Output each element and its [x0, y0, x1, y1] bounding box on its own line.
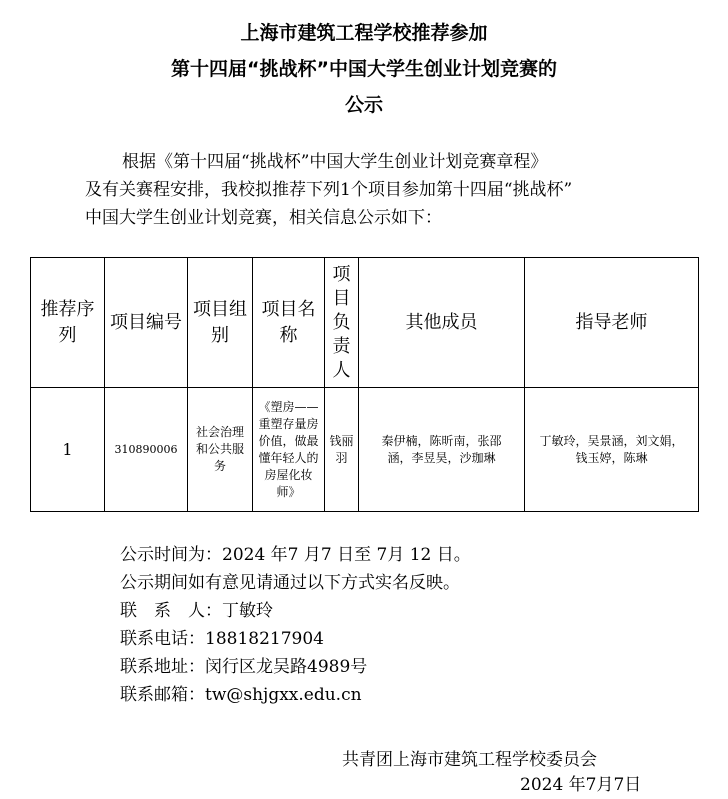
cell-seq: 1	[31, 388, 105, 512]
contact-address: 联系地址：闵行区龙吴路4989号	[120, 657, 368, 677]
signature-date: 2024 年7月7日	[520, 775, 642, 795]
cell-advisors: 丁敏玲，吴景涵，刘文娟，钱玉婷，陈琳	[525, 388, 699, 512]
intro-line-2: 及有关赛程安排，我校拟推荐下列1个项目参加第十四届“挑战杯”	[85, 180, 573, 200]
header-seq: 推荐序列	[31, 258, 105, 388]
cell-name: 《塑房——重塑存量房价值，做最懂年轻人的房屋化妆师》	[253, 388, 325, 512]
notice-period: 公示时间为：2024 年7 月7 日至 7月 12 日。	[120, 545, 471, 565]
contact-phone: 联系电话：18818217904	[120, 629, 324, 649]
header-code: 项目编号	[105, 258, 188, 388]
signature-org: 共青团上海市建筑工程学校委员会	[342, 750, 597, 770]
cell-leader: 钱丽羽	[325, 388, 359, 512]
contact-email: 联系邮箱：tw@shjgxx.edu.cn	[120, 685, 362, 705]
notice-title-line-1: 上海市建筑工程学校推荐参加	[240, 22, 488, 44]
cell-members: 秦伊楠，陈昕南，张邵涵，李昱昊，沙珈琳	[359, 388, 525, 512]
notice-feedback: 公示期间如有意见请通过以下方式实名反映。	[120, 573, 460, 593]
header-group: 项目组别	[188, 258, 253, 388]
intro-line-3: 中国大学生创业计划竞赛，相关信息公示如下：	[85, 208, 442, 228]
cell-code: 310890006	[105, 388, 188, 512]
cell-group: 社会治理和公共服务	[188, 388, 253, 512]
intro-line-1: 根据《第十四届“挑战杯”中国大学生创业计划竞赛章程》	[122, 152, 548, 172]
notice-title-line-3: 公示	[344, 94, 383, 116]
header-advisors: 指导老师	[525, 258, 699, 388]
notice-title-line-2: 第十四届“挑战杯”中国大学生创业计划竞赛的	[171, 58, 557, 80]
table-row	[31, 388, 699, 512]
header-name: 项目名称	[253, 258, 325, 388]
project-table	[30, 257, 699, 512]
header-members: 其他成员	[359, 258, 525, 388]
header-leader: 项目负责人	[325, 258, 359, 388]
table-header-row	[31, 258, 699, 388]
contact-person: 联 系 人：丁敏玲	[120, 601, 273, 621]
